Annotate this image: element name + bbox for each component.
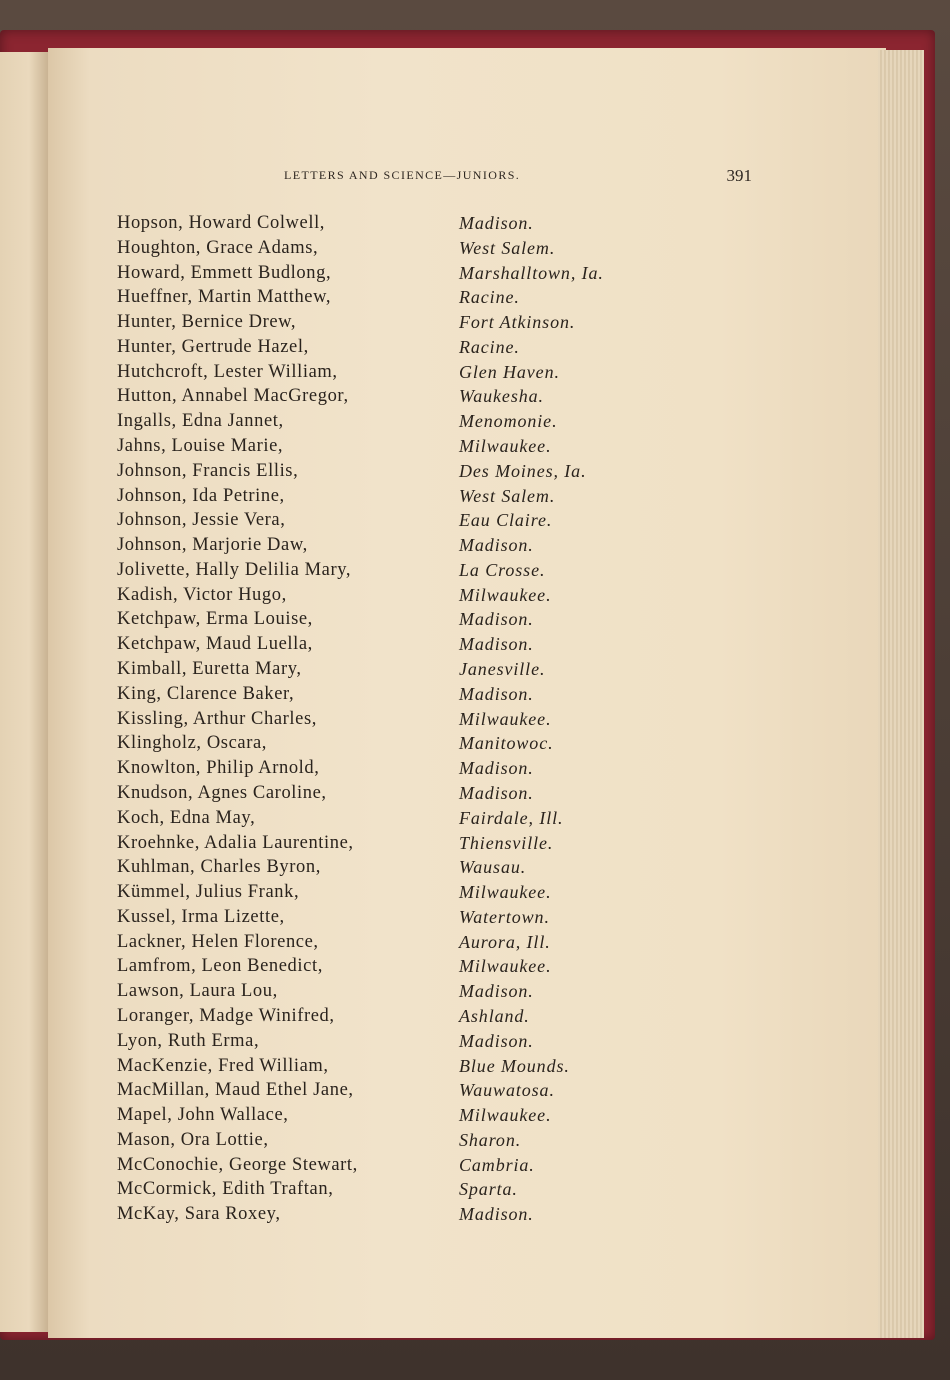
student-name: Kussel, Irma Lizette, [117, 906, 285, 927]
student-name: Johnson, Jessie Vera, [117, 510, 286, 531]
student-name: MacKenzie, Fred William, [117, 1055, 329, 1076]
hometown: Eau Claire. [459, 510, 553, 531]
hometown: Marshalltown, Ia. [459, 262, 604, 283]
student-name: Johnson, Ida Petrine, [117, 485, 285, 506]
running-title: LETTERS AND SCIENCE—JUNIORS. [284, 168, 521, 182]
student-name: McCormick, Edith Traftan, [117, 1179, 334, 1200]
student-name: Knudson, Agnes Caroline, [117, 782, 327, 803]
hometown: Aurora, Ill. [459, 931, 551, 952]
student-name: Kadish, Victor Hugo, [117, 584, 287, 605]
student-name: Houghton, Grace Adams, [117, 237, 319, 258]
hometown: Waukesha. [459, 386, 544, 407]
hometown: Madison. [459, 1204, 534, 1225]
student-name: Howard, Emmett Budlong, [117, 262, 332, 283]
hometown: West Salem. [459, 237, 556, 258]
hometown: Milwaukee. [459, 436, 552, 457]
hometown: Menomonie. [459, 411, 558, 432]
student-name: Hunter, Bernice Drew, [117, 312, 297, 333]
student-name: King, Clarence Baker, [117, 683, 295, 704]
student-name: Koch, Edna May, [117, 807, 256, 828]
student-name: Kissling, Arthur Charles, [117, 708, 317, 729]
student-name: McConochie, George Stewart, [117, 1154, 358, 1175]
hometown: Milwaukee. [459, 882, 552, 903]
student-name: Lawson, Laura Lou, [117, 981, 278, 1002]
student-name: Kuhlman, Charles Byron, [117, 857, 321, 878]
hometown: Fort Atkinson. [459, 312, 576, 333]
hometown: Madison. [459, 609, 534, 630]
hometown: Blue Mounds. [459, 1055, 570, 1076]
hometown: Thiensville. [459, 832, 554, 853]
page-number: 391 [726, 166, 752, 185]
hometown: Sharon. [459, 1129, 522, 1150]
student-name: Lyon, Ruth Erma, [117, 1030, 260, 1051]
student-name: Johnson, Francis Ellis, [117, 460, 299, 481]
hometown: Racine. [459, 336, 520, 357]
hometown: West Salem. [459, 485, 556, 506]
hometown: Racine. [459, 287, 520, 308]
student-name: Hutchcroft, Lester William, [117, 361, 338, 382]
student-name: Loranger, Madge Winifred, [117, 1005, 335, 1026]
student-name: Lackner, Helen Florence, [117, 931, 319, 952]
student-name: Ketchpaw, Maud Luella, [117, 634, 313, 655]
student-name: Hopson, Howard Colwell, [117, 213, 326, 233]
student-name: Ingalls, Edna Jannet, [117, 411, 284, 432]
student-name: Jahns, Louise Marie, [117, 436, 284, 457]
hometown: Cambria. [459, 1154, 535, 1175]
student-name: Mapel, John Wallace, [117, 1105, 289, 1126]
hometown: Madison. [459, 1030, 534, 1051]
student-name: Johnson, Marjorie Daw, [117, 535, 308, 556]
hometown: Milwaukee. [459, 708, 552, 729]
hometown: Manitowoc. [459, 733, 554, 754]
student-name: Hueffner, Martin Matthew, [117, 287, 332, 308]
hometown: Janesville. [459, 659, 546, 680]
hometown: Milwaukee. [459, 584, 552, 605]
hometown: Madison. [459, 213, 534, 233]
hometown: Wauwatosa. [459, 1080, 555, 1101]
hometown: Madison. [459, 634, 534, 655]
hometown: Madison. [459, 782, 534, 803]
student-name: MacMillan, Maud Ethel Jane, [117, 1080, 354, 1101]
student-name: Knowlton, Philip Arnold, [117, 758, 320, 779]
hometown: Madison. [459, 981, 534, 1002]
student-name: Ketchpaw, Erma Louise, [117, 609, 313, 630]
hometown: Ashland. [459, 1005, 530, 1026]
student-name: Jolivette, Hally Delilia Mary, [117, 559, 352, 580]
hometown: La Crosse. [459, 559, 546, 580]
hometown: Madison. [459, 683, 534, 704]
hometown: Madison. [459, 758, 534, 779]
hometown: Milwaukee. [459, 956, 552, 977]
hometown: Fairdale, Ill. [459, 807, 564, 828]
student-name: Lamfrom, Leon Benedict, [117, 956, 323, 977]
hometown: Milwaukee. [459, 1105, 552, 1126]
student-name: McKay, Sara Roxey, [117, 1204, 281, 1225]
hometown: Madison. [459, 535, 534, 556]
student-name: Klingholz, Oscara, [117, 733, 268, 754]
student-name: Hunter, Gertrude Hazel, [117, 336, 309, 357]
student-name: Hutton, Annabel MacGregor, [117, 386, 349, 407]
hometown: Des Moines, Ia. [459, 460, 587, 481]
hometown: Watertown. [459, 906, 550, 927]
hometown: Glen Haven. [459, 361, 560, 382]
student-name: Mason, Ora Lottie, [117, 1129, 269, 1150]
hometown: Wausau. [459, 857, 527, 878]
student-name: Kimball, Euretta Mary, [117, 659, 302, 680]
student-name: Kümmel, Julius Frank, [117, 882, 300, 903]
hometown: Sparta. [459, 1179, 518, 1200]
student-name: Kroehnke, Adalia Laurentine, [117, 832, 354, 853]
